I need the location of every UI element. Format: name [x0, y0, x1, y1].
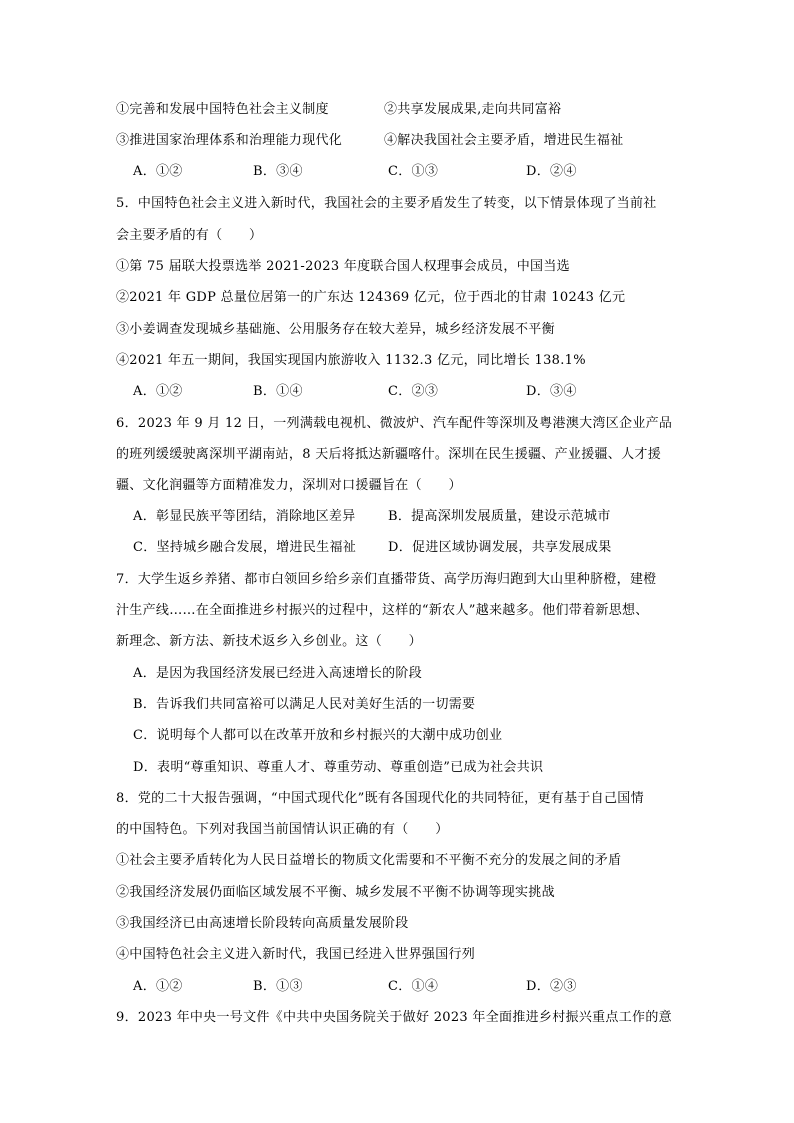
- q6-stem-line-3: 疆、文化润疆等方面精准发力，深圳对口援疆旨在（ ）: [116, 478, 462, 493]
- q5-statement-1: ①第 75 届联大投票选举 2021-2023 年度联合国人权理事会成员，中国当选: [116, 259, 570, 274]
- q7-option-b[interactable]: B．告诉我们共同富裕可以满足人民对美好生活的一切需要: [133, 697, 476, 712]
- q8-options: [133, 979, 693, 995]
- q8-statement-3: ③我国经济已由高速增长阶段转向高质量发展阶段: [116, 916, 409, 931]
- q6-stem-line-1: 6．2023 年 9 月 12 日，一列满载电视机、微波炉、汽车配件等深圳及粤港澳大湾区企业产品: [116, 416, 673, 431]
- q7-stem-line-1: 7．大学生返乡养猪、都市白领回乡给乡亲们直播带货、高学历海归跑到大山里种脐橙，建橙: [116, 572, 657, 587]
- q7-option-a[interactable]: A．是因为我国经济发展已经进入高速增长的阶段: [133, 666, 422, 681]
- q6-option-c[interactable]: C．坚持城乡融合发展，增进民生福祉: [133, 540, 357, 555]
- q7-stem-line-2: 汁生产线……在全面推进乡村振兴的过程中，这样的“新农人”越来越多。他们带着新思想、: [116, 603, 649, 618]
- q4-statement-2: ②共享发展成果,走向共同富裕: [384, 102, 562, 117]
- q4-option-a[interactable]: A．①②: [133, 164, 183, 179]
- q4-statement-row-2: [116, 133, 716, 149]
- q8-option-d[interactable]: D．②③: [526, 979, 577, 994]
- q8-option-c[interactable]: C．①④: [388, 979, 439, 994]
- q5-option-c[interactable]: C．②③: [388, 384, 439, 399]
- q5-statement-3: ③小姜调查发现城乡基础施、公用服务存在较大差异，城乡经济发展不平衡: [116, 322, 555, 337]
- q5-statement-2: ②2021 年 GDP 总量位居第一的广东达 124369 亿元，位于西北的甘肃 10243 亿元: [116, 290, 626, 305]
- q5-option-a[interactable]: A．①②: [133, 384, 183, 399]
- q4-statement-1: ①完善和发展中国特色社会主义制度: [116, 102, 329, 117]
- q5-option-d[interactable]: D．③④: [526, 384, 577, 399]
- q6-stem-line-2: 的班列缓缓驶离深圳平湖南站，8 天后将抵达新疆喀什。深圳在民生援疆、产业援疆、人才援: [116, 447, 662, 462]
- q6-option-b[interactable]: B．提高深圳发展质量，建设示范城市: [388, 509, 611, 524]
- q4-option-d[interactable]: D．②④: [526, 164, 577, 179]
- q4-statement-4: ④解决我国社会主要矛盾，增进民生福祉: [384, 133, 624, 148]
- q9-stem-line-1: 9．2023 年中央一号文件《中共中央国务院关于做好 2023 年全面推进乡村振兴重点工作的意: [116, 1010, 672, 1025]
- q5-stem-line-1: 5．中国特色社会主义进入新时代，我国社会的主要矛盾发生了转变，以下情景体现了当前社: [116, 196, 657, 211]
- q5-option-b[interactable]: B．①④: [253, 384, 303, 399]
- q8-statement-4: ④中国特色社会主义进入新时代，我国已经进入世界强国行列: [116, 947, 476, 962]
- q4-statement-3: ③推进国家治理体系和治理能力现代化: [116, 133, 343, 148]
- q7-option-d[interactable]: D．表明“尊重知识、尊重人才、尊重劳动、尊重创造”已成为社会共识: [133, 760, 544, 775]
- q6-option-a[interactable]: A．彰显民族平等团结，消除地区差异: [133, 509, 356, 524]
- q7-option-c[interactable]: C．说明每个人都可以在改革开放和乡村振兴的大潮中成功创业: [133, 728, 503, 743]
- q4-option-b[interactable]: B．③④: [253, 164, 303, 179]
- q8-option-a[interactable]: A．①②: [133, 979, 183, 994]
- q8-statement-1: ①社会主要矛盾转化为人民日益增长的物质文化需要和不平衡不充分的发展之间的矛盾: [116, 853, 622, 868]
- q6-options-row-2: [133, 540, 733, 556]
- q8-stem-line-1: 8．党的二十大报告强调，“中国式现代化”既有各国现代化的共同特征，更有基于自己国情: [116, 791, 644, 806]
- q4-statement-row-1: [116, 102, 716, 118]
- q7-stem-line-3: 新理念、新方法、新技术返乡入乡创业。这（ ）: [116, 634, 422, 649]
- q5-statement-4: ④2021 年五一期间，我国实现国内旅游收入 1132.3 亿元，同比增长 138.1%: [116, 353, 586, 368]
- q8-option-b[interactable]: B．①③: [253, 979, 303, 994]
- q6-options-row-1: [133, 509, 733, 525]
- q6-option-d[interactable]: D．促进区域协调发展，共享发展成果: [388, 540, 612, 555]
- q5-options: [133, 384, 693, 400]
- q8-stem-line-2: 的中国特色。下列对我国当前国情认识正确的有（ ）: [116, 822, 449, 837]
- q4-options: [133, 164, 693, 180]
- q5-stem-line-2: 会主要矛盾的有（ ）: [116, 228, 263, 243]
- q8-statement-2: ②我国经济发展仍面临区域发展不平衡、城乡发展不平衡不协调等现实挑战: [116, 885, 555, 900]
- q4-option-c[interactable]: C．①③: [388, 164, 439, 179]
